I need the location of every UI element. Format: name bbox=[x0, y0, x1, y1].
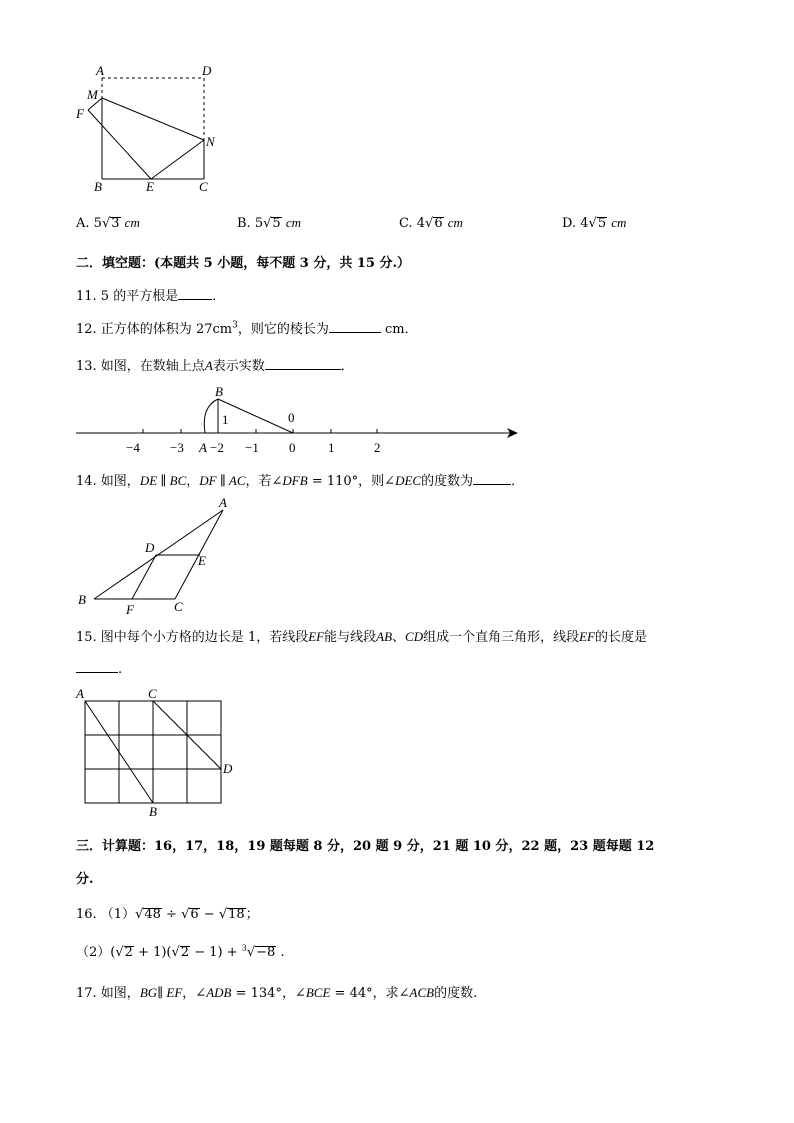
fig14-label-e: E bbox=[198, 553, 206, 568]
q15-grid-figure bbox=[70, 684, 250, 820]
section-3-heading: 三．计算题：16，17，18，19 题每题 8 分，20 题 9 分，21 题 10 分，22 题，23 题每题 12 bbox=[76, 839, 655, 854]
nl-tick-label: 2 bbox=[374, 440, 381, 455]
label-b: B bbox=[94, 179, 102, 194]
answer-blank bbox=[265, 357, 341, 370]
fig14-label-f: F bbox=[126, 602, 134, 617]
label-c: C bbox=[199, 179, 208, 194]
fig14-label-c: C bbox=[174, 599, 183, 614]
q10-figure bbox=[70, 60, 230, 200]
question-15: 15. 图中每个小方格的边长是 1，若线段EF能与线段AB、CD组成一个直角三角形，线段EF的长度是 bbox=[76, 629, 648, 645]
nl-tick-label: −2 bbox=[210, 440, 224, 455]
question-14: 14. 如图，DE ∥ BC，DF ∥ AC，若∠DFB = 110°，则∠DEC的度数为 ． bbox=[76, 473, 525, 489]
answer-blank bbox=[76, 660, 118, 673]
answer-blank bbox=[178, 287, 212, 300]
nl-tick-label: 1 bbox=[328, 440, 335, 455]
number-line-figure bbox=[70, 380, 530, 460]
fig14-label-b: B bbox=[78, 592, 86, 607]
fig14-label-a: A bbox=[219, 495, 227, 510]
question-16-part-1: 16. （1）√48 ÷ √6 − √18； bbox=[76, 907, 259, 922]
q10-option-b: B. 5√5 cm bbox=[237, 215, 301, 231]
answer-blank bbox=[329, 320, 381, 333]
q14-figure bbox=[70, 492, 240, 620]
fig15-label-c: C bbox=[148, 686, 157, 701]
label-f: F bbox=[76, 106, 84, 121]
q10-option-c: C. 4√6 cm bbox=[399, 215, 463, 231]
label-n: N bbox=[206, 134, 215, 149]
question-15-blank: . bbox=[76, 660, 122, 677]
section-3-heading-cont: 分. bbox=[76, 872, 94, 887]
nl-label-a: A bbox=[199, 440, 207, 455]
label-d: D bbox=[202, 63, 212, 78]
answer-blank bbox=[473, 472, 511, 485]
nl-label-one: 1 bbox=[222, 412, 229, 427]
question-13: 13. 如图，在数轴上点A表示实数 ． bbox=[76, 358, 354, 374]
nl-tick-label: −1 bbox=[245, 440, 259, 455]
nl-label-zero-top: 0 bbox=[288, 410, 295, 425]
label-e: E bbox=[146, 179, 154, 194]
fig15-label-a: A bbox=[76, 686, 84, 701]
nl-tick-label: −3 bbox=[170, 440, 184, 455]
label-m: M bbox=[87, 87, 98, 102]
q10-option-d: D. 4√5 cm bbox=[562, 215, 627, 231]
section-2-heading: 二．填空题：(本题共 5 小题，每不题 3 分，共 15 分.） bbox=[76, 256, 411, 271]
fig15-label-d: D bbox=[223, 761, 233, 776]
nl-label-b: B bbox=[215, 384, 223, 399]
question-17: 17. 如图，BG∥ EF，∠ADB = 134°，∠BCE = 44°，求∠ACB的度数. bbox=[76, 985, 478, 1001]
label-a: A bbox=[96, 63, 104, 78]
q10-option-a: A. 5√3 cm bbox=[76, 215, 140, 231]
nl-tick-label: 0 bbox=[289, 440, 296, 455]
question-16-part-2: （2）(√2 + 1)(√2 − 1) + $^3$√−8 . bbox=[76, 943, 285, 960]
question-11: 11. 5 的平方根是 ． bbox=[76, 289, 226, 304]
question-12: 12. 正方体的体积为 $27cm^3$，则它的棱长为 cm． bbox=[76, 320, 418, 337]
fig15-label-b: B bbox=[149, 804, 157, 819]
fig14-label-d: D bbox=[145, 540, 155, 555]
nl-tick-label: −4 bbox=[126, 440, 140, 455]
